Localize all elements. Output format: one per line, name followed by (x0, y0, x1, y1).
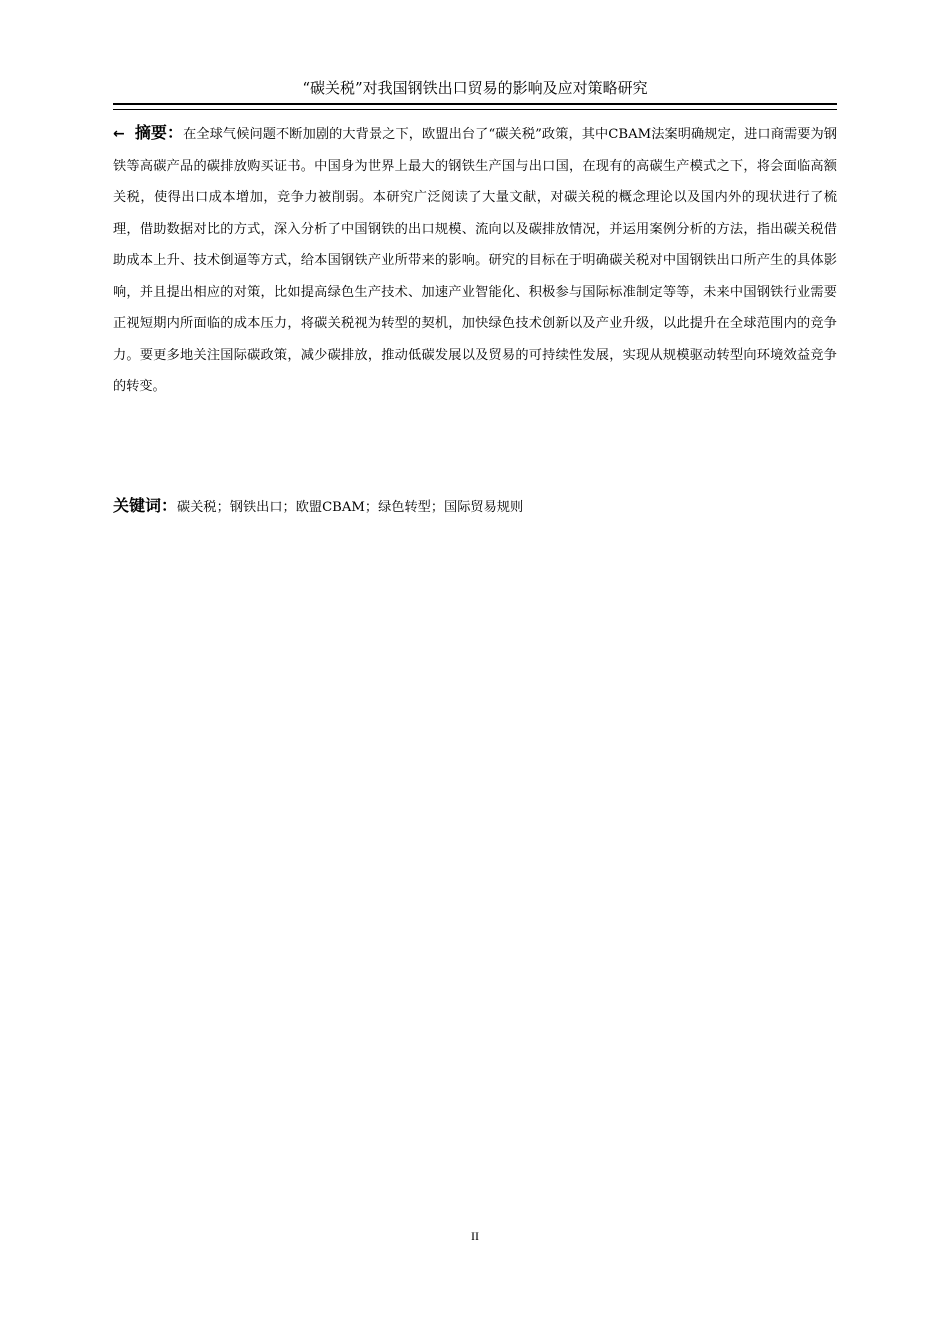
left-arrow-icon: ← (113, 126, 125, 142)
abstract-text: 在全球气候问题不断加剧的大背景之下，欧盟出台了“碳关税”政策，其中CBAM法案明确规定，进口商需要为钢铁等高碳产品的碳排放购买证书。中国身为世界上最大的钢铁生产国与出口国，在现有的高碳生产模式之下，将会面临高额关税，使得出口成本增加，竞争力被削弱。本研究广泛阅读了大量文献，对碳关税的概念理论以及国内外的现状进行了梳理，借助数据对比的方式，深入分析了中国钢铁的出口规模、流向以及碳排放情况，并运用案例分析的方法，指出碳关税借助成本上升、技术倒逼等方式，给本国钢铁产业所带来的影响。研究的目标在于明确碳关税对中国钢铁出口所产生的具体影响，并且提出相应的对策，比如提高绿色生产技术、加速产业智能化、积极参与国际标准制定等等，未来中国钢铁行业需要正视短期内所面临的成本压力，将碳关税视为转型的契机，加快绿色技术创新以及产业升级，以此提升在全球范围内的竞争力。要更多地关注国际碳政策，减少碳排放，推动低碳发展以及贸易的可持续性发展，实现从规模驱动转型向环境效益竞争的转变。 (113, 127, 837, 394)
keywords-text: 碳关税；钢铁出口；欧盟CBAM；绿色转型；国际贸易规则 (177, 500, 524, 515)
page-header-title: “碳关税”对我国钢铁出口贸易的影响及应对策略研究 (302, 79, 648, 97)
header-rule-thick (113, 103, 837, 105)
abstract-label: 摘要： (134, 123, 184, 142)
abstract-paragraph (113, 117, 837, 403)
keywords-paragraph (113, 492, 837, 522)
keywords-label: 关键词： (113, 496, 178, 515)
page-number: II (471, 1229, 479, 1243)
header-rule-thin (113, 109, 837, 110)
